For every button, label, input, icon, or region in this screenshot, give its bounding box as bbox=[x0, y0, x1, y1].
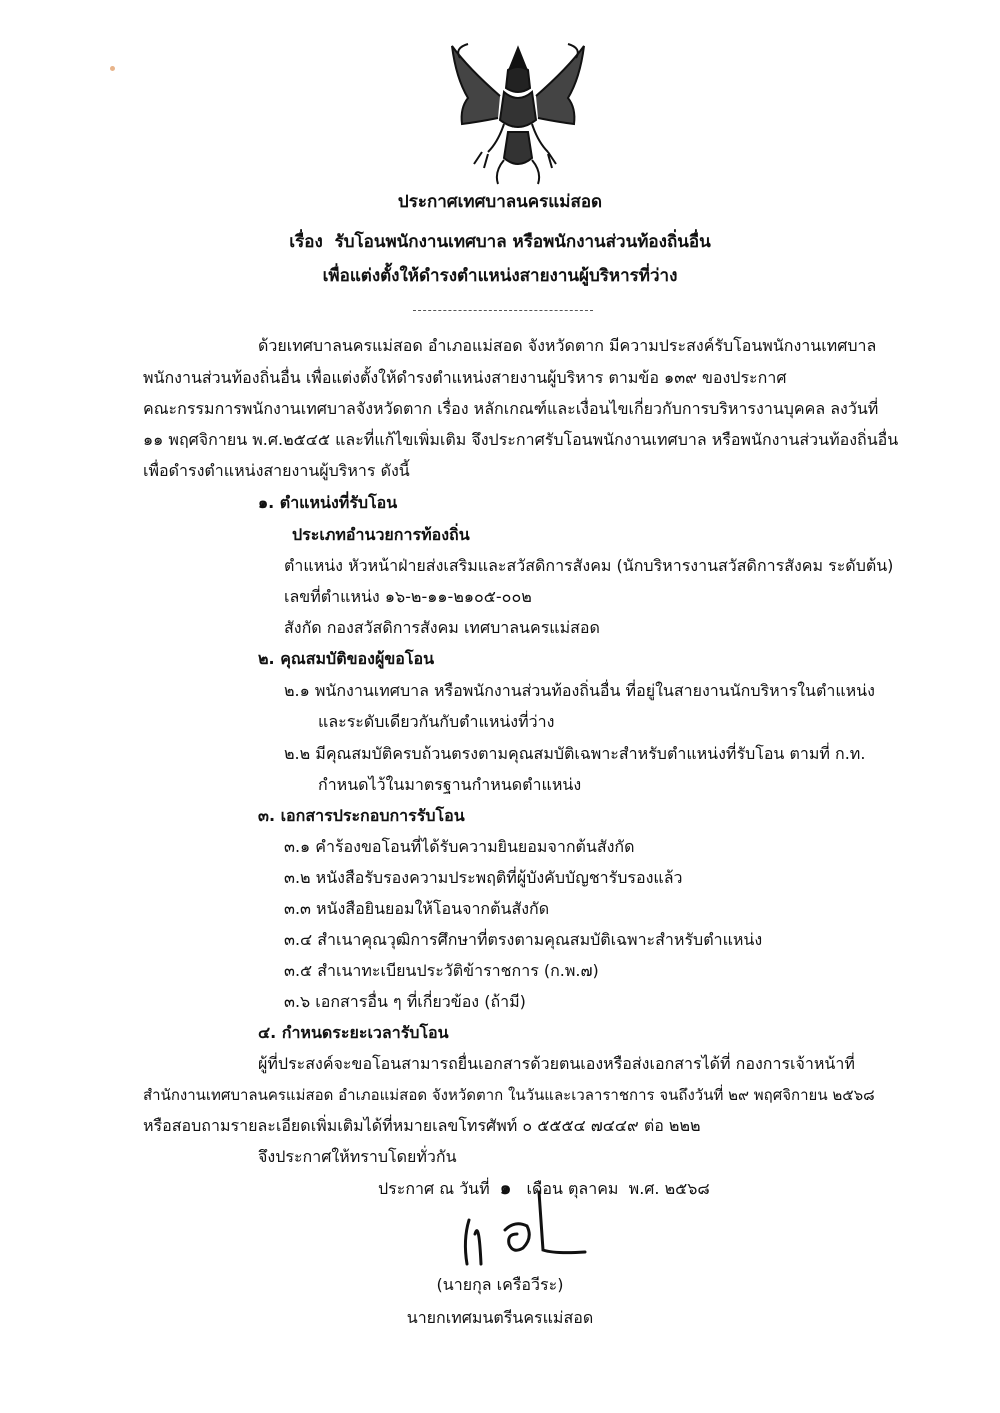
date-month-label: เดือน bbox=[526, 1179, 563, 1198]
signer-name: (นายกุล เครือวีระ) bbox=[436, 1275, 564, 1294]
section-2-line: ๒.๑ พนักงานเทศบาล หรือพนักงานส่วนท้องถิ่นอื่น ที่อยู่ในสายงานนักบริหารในตำแหน่ง bbox=[284, 681, 875, 700]
date-day: ๑ bbox=[499, 1178, 512, 1199]
section-1-line: สังกัด กองสวัสดิการสังคม เทศบาลนครแม่สอด bbox=[284, 618, 600, 637]
intro-line: ด้วยเทศบาลนครแม่สอด อำเภอแม่สอด จังหวัดตาก มีความประสงค์รับโอนพนักงานเทศบาล bbox=[258, 336, 877, 355]
section-4-line: หรือสอบถามรายละเอียดเพิ่มเติมได้ที่หมายเลขโทรศัพท์ ๐ ๕๕๕๔ ๗๔๔๙ ต่อ ๒๒๒ bbox=[143, 1116, 701, 1135]
date-year-label: พ.ศ. bbox=[628, 1179, 660, 1198]
signature-icon bbox=[455, 1190, 595, 1270]
subject-label: เรื่อง bbox=[289, 232, 323, 252]
date-prefix: ประกาศ ณ วันที่ bbox=[378, 1179, 490, 1198]
closing-text: จึงประกาศให้ทราบโดยทั่วกัน bbox=[258, 1147, 457, 1166]
title-separator bbox=[413, 310, 593, 311]
section-3-item: ๓.๓ หนังสือยินยอมให้โอนจากต้นสังกัด bbox=[284, 899, 550, 918]
date-month: ตุลาคม bbox=[568, 1179, 619, 1198]
intro-line: พนักงานส่วนท้องถิ่นอื่น เพื่อแต่งตั้งให้ดำรงตำแหน่งสายงานผู้บริหาร ตามข้อ ๑๓๙ ของประกาศ bbox=[143, 368, 787, 387]
section-1-heading: ๑. ตำแหน่งที่รับโอน bbox=[258, 493, 398, 512]
section-3-item: ๓.๑ คำร้องขอโอนที่ได้รับความยินยอมจากต้นสังกัด bbox=[284, 837, 635, 856]
section-2-line: ๒.๒ มีคุณสมบัติครบถ้วนตรงตามคุณสมบัติเฉพาะสำหรับตำแหน่งที่รับโอน ตามที่ ก.ท. bbox=[284, 744, 866, 763]
section-1-line: ตำแหน่ง หัวหน้าฝ่ายส่งเสริมและสวัสดิการสังคม (นักบริหารงานสวัสดิการสังคม ระดับต้น) bbox=[284, 556, 894, 575]
section-4-line: ผู้ที่ประสงค์จะขอโอนสามารถยื่นเอกสารด้วยตนเองหรือส่งเอกสารได้ที่ กองการเจ้าหน้าที่ bbox=[258, 1054, 855, 1073]
intro-line: คณะกรรมการพนักงานเทศบาลจังหวัดตาก เรื่อง หลักเกณฑ์และเงื่อนไขเกี่ยวกับการบริหารงานบุคคล ลงวันที่ bbox=[143, 399, 879, 418]
signer-position: นายกเทศมนตรีนครแม่สอด bbox=[406, 1308, 594, 1327]
subject-line-2: เพื่อแต่งตั้งให้ดำรงตำแหน่งสายงานผู้บริหารที่ว่าง bbox=[322, 266, 678, 286]
section-2-line: กำหนดไว้ในมาตรฐานกำหนดตำแหน่ง bbox=[318, 775, 582, 794]
page-title: ประกาศเทศบาลนครแม่สอด bbox=[397, 192, 603, 212]
intro-line: เพื่อดำรงตำแหน่งสายงานผู้บริหาร ดังนี้ bbox=[143, 461, 410, 480]
section-3-item: ๓.๕ สำเนาทะเบียนประวัติข้าราชการ (ก.พ.๗) bbox=[284, 961, 599, 980]
garuda-emblem-icon bbox=[438, 38, 598, 188]
section-1-subheading: ประเภทอำนวยการท้องถิ่น bbox=[292, 525, 470, 544]
subject-text: รับโอนพนักงานเทศบาล หรือพนักงานส่วนท้องถิ่นอื่น bbox=[334, 232, 711, 252]
paper-speck bbox=[110, 66, 115, 71]
section-3-item: ๓.๖ เอกสารอื่น ๆ ที่เกี่ยวข้อง (ถ้ามี) bbox=[284, 992, 526, 1011]
section-3-item: ๓.๒ หนังสือรับรองความประพฤติที่ผู้บังคับบัญชารับรองแล้ว bbox=[284, 868, 683, 887]
subject-line bbox=[0, 232, 1000, 252]
section-1-line: เลขที่ตำแหน่ง ๑๖-๒-๑๑-๒๑๐๕-๐๐๒ bbox=[284, 587, 532, 606]
section-3-item: ๓.๔ สำเนาคุณวุฒิการศึกษาที่ตรงตามคุณสมบัติเฉพาะสำหรับตำแหน่ง bbox=[284, 930, 763, 949]
intro-line: ๑๑ พฤศจิกายน พ.ศ.๒๕๔๕ และที่แก้ไขเพิ่มเติม จึงประกาศรับโอนพนักงานเทศบาล หรือพนักงานส่วนท้องถิ่นอื่น bbox=[143, 430, 899, 449]
section-3-heading: ๓. เอกสารประกอบการรับโอน bbox=[258, 806, 465, 825]
section-2-line: และระดับเดียวกันกับตำแหน่งที่ว่าง bbox=[318, 712, 555, 731]
section-4-line: สำนักงานเทศบาลนครแม่สอด อำเภอแม่สอด จังหวัดตาก ในวันและเวลาราชการ จนถึงวันที่ ๒๙ พฤศจิกายน ๒๕๖๘ bbox=[143, 1086, 875, 1104]
date-year: ๒๕๖๘ bbox=[664, 1179, 710, 1198]
section-2-heading: ๒. คุณสมบัติของผู้ขอโอน bbox=[258, 649, 435, 668]
section-4-heading: ๔. กำหนดระยะเวลารับโอน bbox=[258, 1023, 449, 1042]
